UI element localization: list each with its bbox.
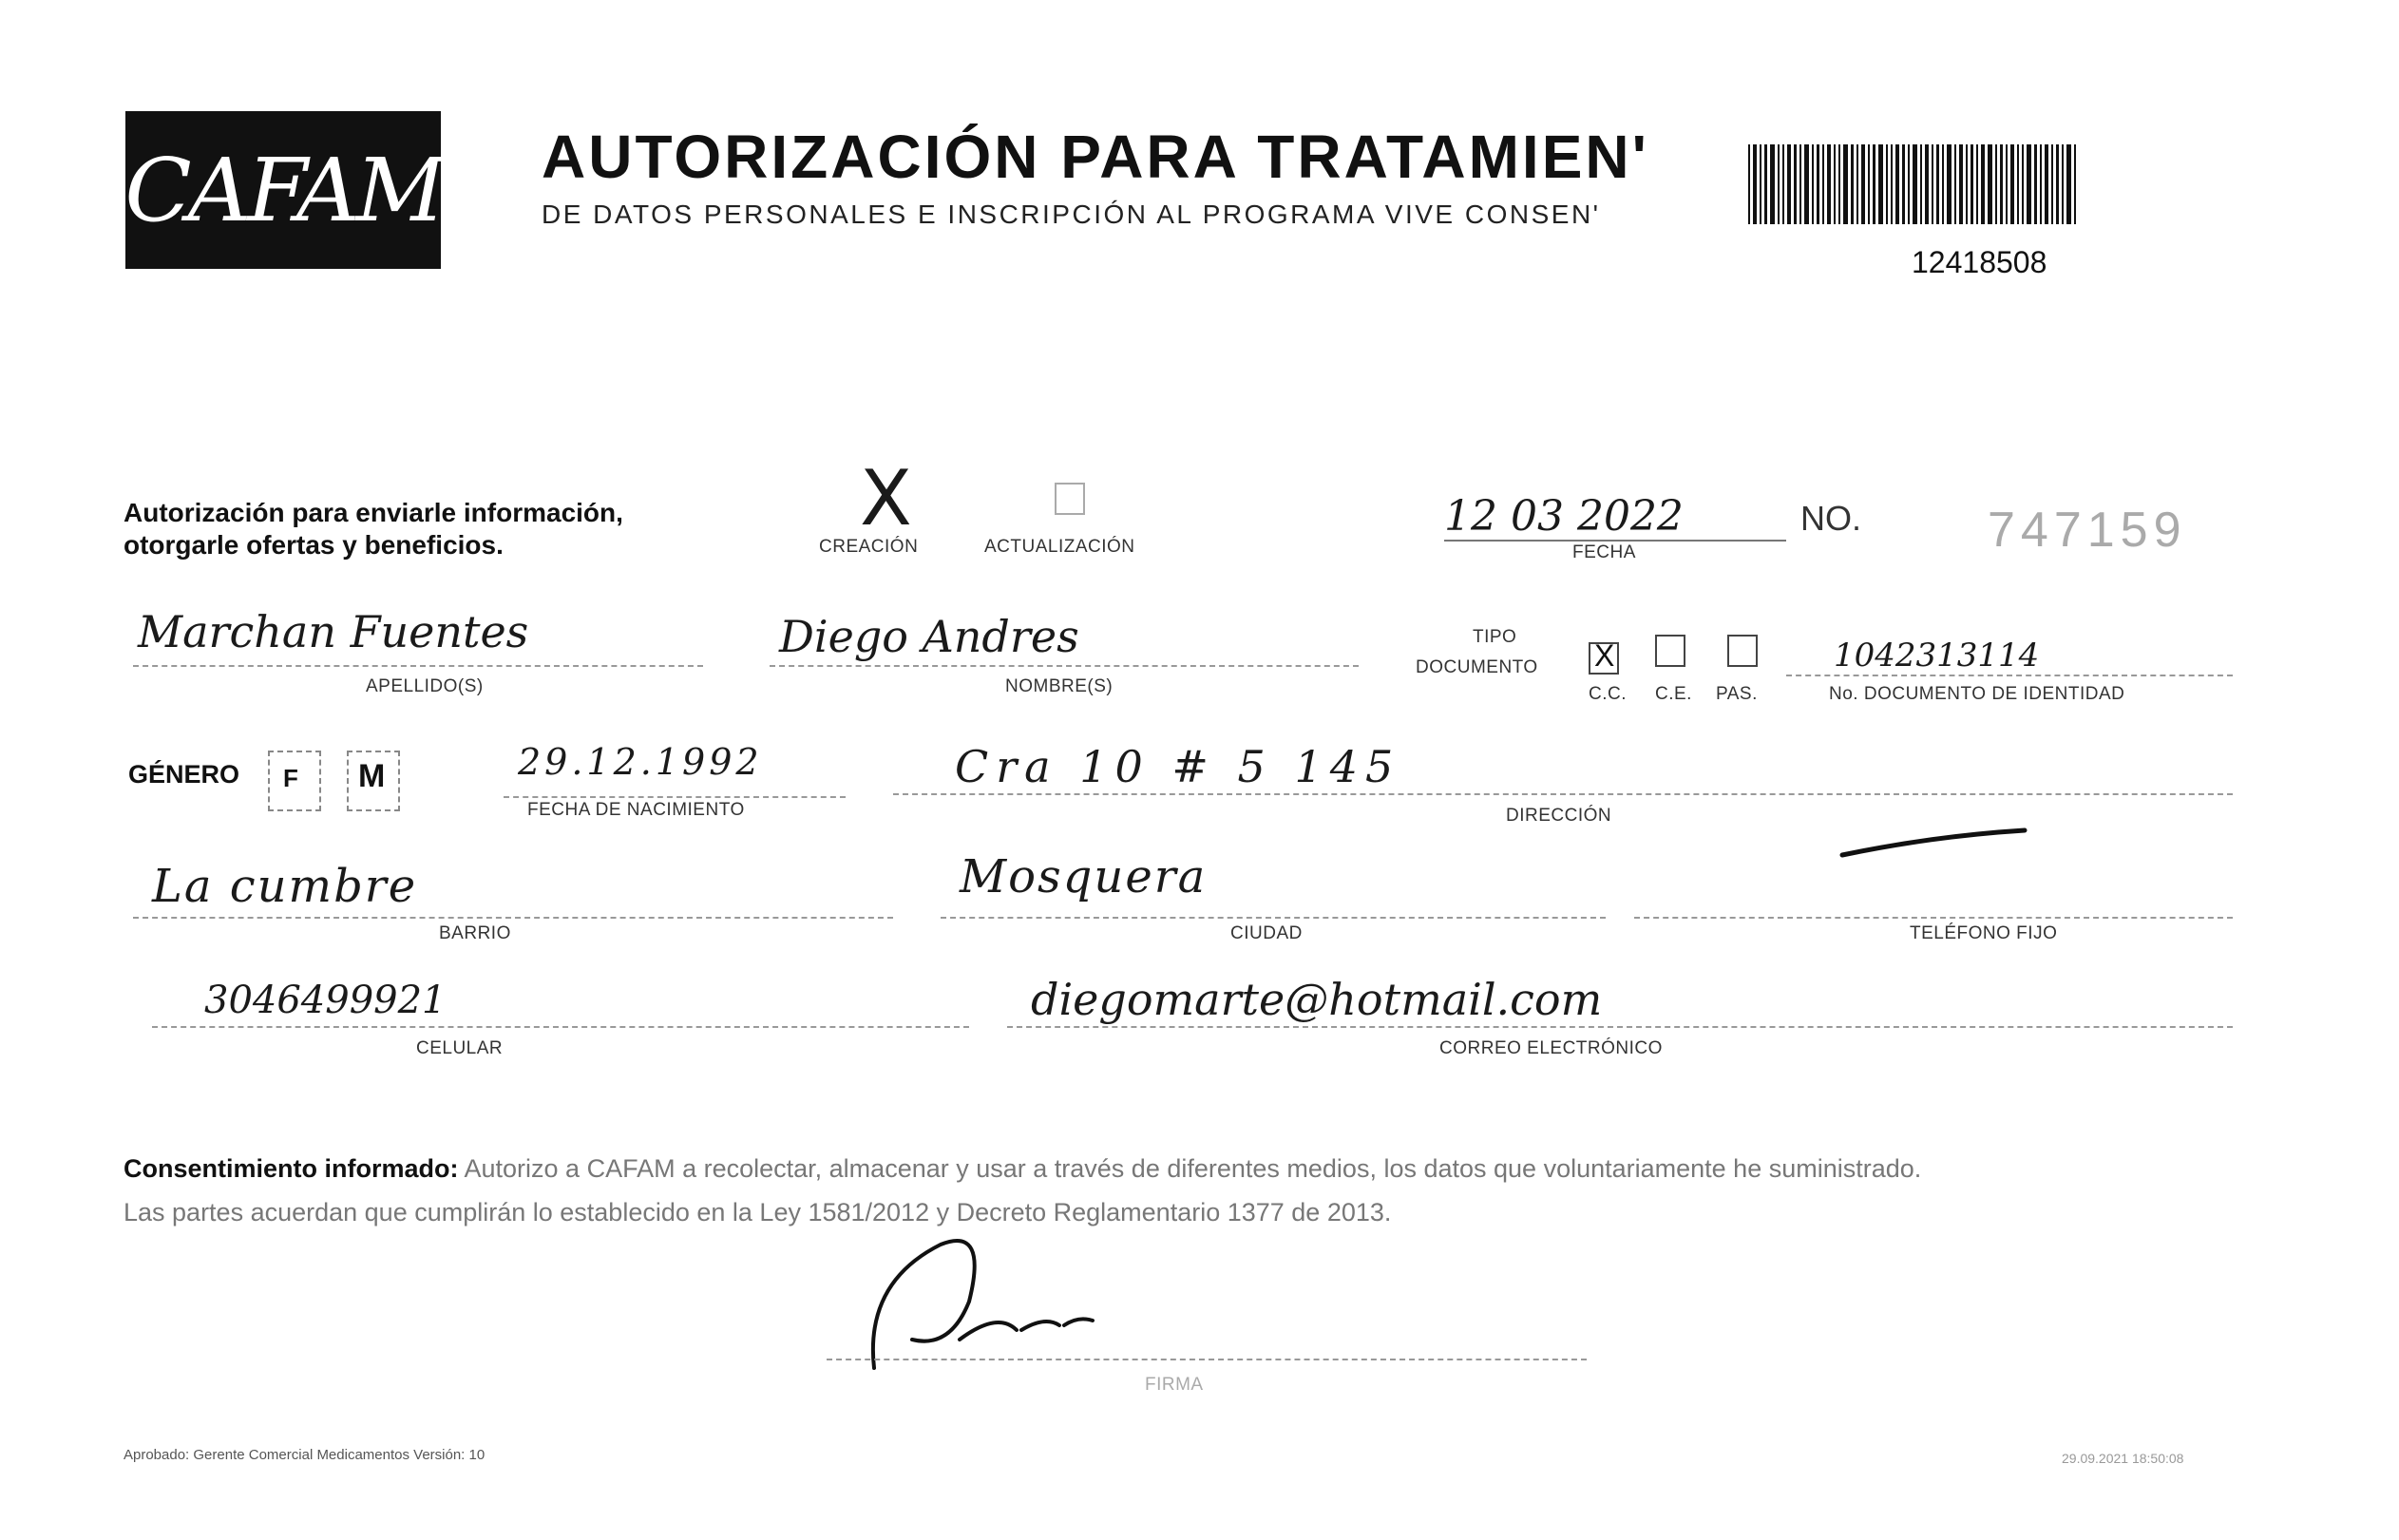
apellidos-line [133, 665, 703, 667]
barcode-bar [1838, 144, 1840, 224]
telefono-line [1634, 917, 2233, 919]
firma-label: FIRMA [1145, 1375, 1204, 1395]
intro-line-2: otorgarle ofertas y beneficios. [124, 530, 504, 560]
cc-checkbox[interactable] [1589, 638, 1619, 675]
barcode-bar [2017, 144, 2019, 224]
barcode-bar [1753, 144, 1757, 224]
intro-line-1: Autorización para enviarle información, [124, 498, 623, 527]
barcode-bar [1925, 144, 1929, 224]
barcode-bar [1936, 144, 1939, 224]
ciudad-value[interactable]: Mosquera [960, 850, 1208, 903]
fecha-label: FECHA [1572, 542, 1636, 562]
firma-line [827, 1359, 1587, 1360]
barcode-bar [1995, 144, 1997, 224]
document-subtitle: DE DATOS PERSONALES E INSCRIPCIÓN AL PROGRAMA VIVE CONSEN' [542, 200, 1601, 229]
genero-m-label: M [358, 758, 386, 794]
barcode-bar [1959, 144, 1963, 224]
barcode-bar [1908, 144, 1910, 224]
barcode-bar [1770, 144, 1775, 224]
correo-label: CORREO ELECTRÓNICO [1439, 1038, 1663, 1058]
intro-text [124, 497, 623, 561]
correo-value[interactable]: diegomarte@hotmail.com [1031, 974, 1603, 1025]
correo-line [1007, 1026, 2233, 1028]
telefono-label: TELÉFONO FIJO [1910, 923, 2058, 943]
consent-heading: Consentimiento informado: [124, 1154, 459, 1183]
footer-timestamp: 29.09.2021 18:50:08 [2062, 1451, 2184, 1466]
nacimiento-label: FECHA DE NACIMIENTO [527, 800, 745, 820]
barcode-bar [1976, 144, 1978, 224]
barcode-bar [1954, 144, 1956, 224]
barrio-label: BARRIO [439, 923, 511, 943]
barcode-bar [1804, 144, 1809, 224]
cc-label: C.C. [1589, 684, 1627, 704]
documento-value[interactable]: 1042313114 [1834, 637, 2040, 675]
ciudad-line [941, 917, 1606, 919]
ce-label: C.E. [1655, 684, 1692, 704]
genero-m-box[interactable] [347, 751, 400, 811]
numero-value: 747159 [1988, 503, 2187, 558]
barcode-bar [2045, 144, 2048, 224]
barcode-bar [1902, 144, 1905, 224]
barcode-bar [2062, 144, 2064, 224]
barcode-bar [2006, 144, 2008, 224]
barcode-bar [1794, 144, 1797, 224]
celular-line [152, 1026, 969, 1028]
barcode-bar [1920, 144, 1922, 224]
barcode-bar [1843, 144, 1848, 224]
document-title: AUTORIZACIÓN PARA TRATAMIEN' [542, 123, 1649, 191]
actualizacion-checkbox[interactable] [1055, 483, 1085, 515]
numero-label: NO. [1800, 499, 1862, 538]
barcode-bar [1799, 144, 1801, 224]
consent-text-2: Las partes acuerdan que cumplirán lo establecido en la Ley 1581/2012 y Decreto Reglamentario 1377 de 2013. [124, 1198, 1392, 1226]
barcode-bar [1966, 144, 1968, 224]
barcode-bar [1878, 144, 1883, 224]
barrio-value[interactable]: La cumbre [152, 860, 418, 913]
pas-label: PAS. [1716, 684, 1758, 704]
barcode-bar [1947, 144, 1952, 224]
celular-label: CELULAR [416, 1038, 504, 1058]
pas-checkbox[interactable] [1727, 635, 1758, 667]
barcode-bar [1817, 144, 1819, 224]
documento-label: No. DOCUMENTO DE IDENTIDAD [1829, 684, 2125, 704]
barcode-bar [1942, 144, 1944, 224]
barcode [1748, 144, 2157, 224]
barcode-bar [1782, 144, 1784, 224]
barcode-bar [1787, 144, 1791, 224]
barcode-bar [2056, 144, 2059, 224]
barcode-bar [2027, 144, 2031, 224]
barcode-bar [1812, 144, 1814, 224]
celular-value[interactable]: 3046499921 [204, 979, 447, 1022]
barcode-bar [2051, 144, 2053, 224]
barcode-bar [1748, 144, 1750, 224]
creacion-mark[interactable]: X [860, 454, 912, 542]
tipo-doc-label-1: TIPO [1473, 627, 1517, 647]
genero-f-label: F [283, 764, 298, 792]
actualizacion-label: ACTUALIZACIÓN [984, 537, 1135, 557]
barrio-line [133, 917, 893, 919]
consent-paragraph [124, 1147, 2233, 1234]
barcode-bar [1895, 144, 1899, 224]
direccion-value[interactable]: Cra 10 # 5 145 [955, 741, 1401, 792]
barcode-bar [1886, 144, 1888, 224]
fecha-value[interactable]: 12 03 2022 [1444, 492, 1684, 541]
barcode-bar [1827, 144, 1831, 224]
barcode-bar [2034, 144, 2037, 224]
nombres-label: NOMBRE(S) [1005, 676, 1114, 696]
barcode-bar [2022, 144, 2024, 224]
signature [855, 1226, 1102, 1378]
barcode-bar [1778, 144, 1780, 224]
direccion-label: DIRECCIÓN [1506, 806, 1612, 826]
barcode-number: 12418508 [1912, 245, 2047, 279]
barcode-bar [1856, 144, 1858, 224]
footer-approval: Aprobado: Gerente Comercial Medicamentos Versión: 10 [124, 1447, 486, 1463]
barcode-bar [2040, 144, 2042, 224]
telefono-dash-stroke [1838, 825, 2028, 863]
apellidos-label: APELLIDO(S) [366, 676, 484, 696]
fecha-underline [1444, 540, 1786, 542]
barcode-bar [1764, 144, 1767, 224]
apellidos-value[interactable]: Marchan Fuentes [138, 606, 529, 657]
barcode-bar [1932, 144, 1933, 224]
barcode-bar [1868, 144, 1870, 224]
barcode-bar [1760, 144, 1761, 224]
barcode-bar [2010, 144, 2014, 224]
barcode-bar [1861, 144, 1865, 224]
genero-f-box[interactable] [268, 751, 321, 811]
direccion-line [893, 793, 2233, 795]
nombres-line [770, 665, 1359, 667]
nacimiento-line [504, 796, 846, 798]
barcode-bar [1834, 144, 1836, 224]
consent-text-1: Autorizo a CAFAM a recolectar, almacenar y usar a través de diferentes medios, los datos que voluntariamente he suministrado. [458, 1154, 1922, 1183]
barcode-bar [1981, 144, 1985, 224]
cc-mark: X [1594, 638, 1615, 673]
barcode-bar [1913, 144, 1917, 224]
documento-line [1786, 675, 2233, 676]
barcode-bar [1873, 144, 1875, 224]
barcode-bar [1988, 144, 1992, 224]
barcode-bar [2066, 144, 2071, 224]
ce-checkbox[interactable] [1655, 635, 1685, 667]
cafam-logo: CAFAM [125, 111, 441, 269]
barcode-bar [1822, 144, 1824, 224]
barcode-bar [2074, 144, 2076, 224]
tipo-doc-label-2: DOCUMENTO [1416, 657, 1538, 677]
barcode-bar [1971, 144, 1973, 224]
barcode-bar [2000, 144, 2003, 224]
barcode-bar [1851, 144, 1854, 224]
barcode-bar [1891, 144, 1893, 224]
nacimiento-value[interactable]: 29.12.1992 [518, 741, 763, 783]
ciudad-label: CIUDAD [1230, 923, 1303, 943]
creacion-label: CREACIÓN [819, 537, 919, 557]
nombres-value[interactable]: Diego Andres [779, 611, 1079, 662]
genero-label: GÉNERO [128, 760, 240, 789]
